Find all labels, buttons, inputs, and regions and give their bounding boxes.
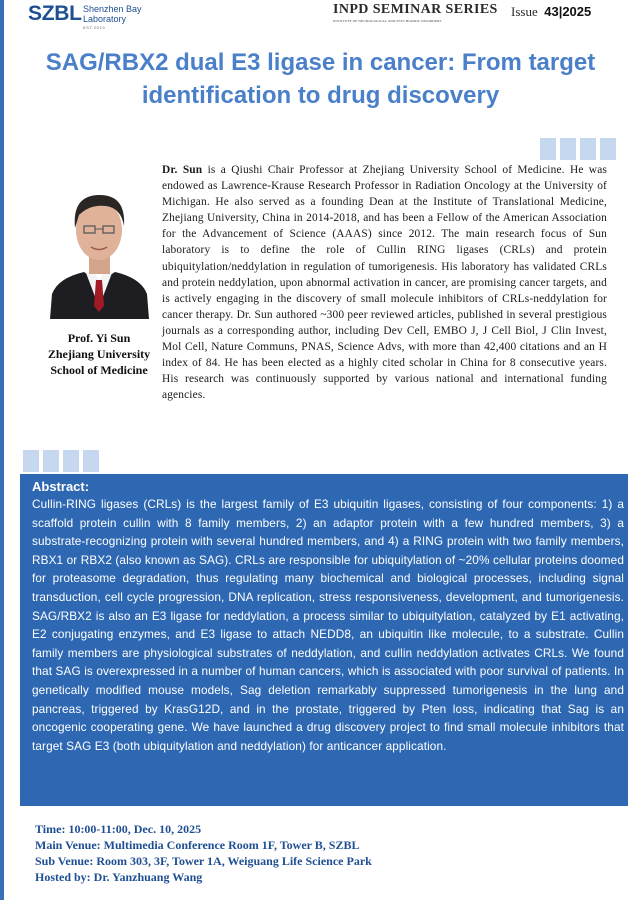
logo-subtitle xyxy=(83,4,142,24)
logo-line-2: Laboratory xyxy=(83,14,127,24)
speaker-name: Prof. Yi Sun xyxy=(67,331,131,345)
issue-label xyxy=(511,4,591,20)
decor-squares-top xyxy=(540,138,616,160)
event-main-venue: Main Venue: Multimedia Conference Room 1F, Tower B, SZBL xyxy=(35,838,360,852)
abstract-heading: Abstract: xyxy=(32,479,90,494)
abstract-panel xyxy=(20,474,628,806)
issue-number: 43 xyxy=(544,4,559,19)
event-time: Time: 10:00-11:00, Dec. 10, 2025 xyxy=(35,822,202,836)
series-subtitle: INSTITUTE OF NEUROLOGICAL AND PSYCHIATRIC DISORDERS xyxy=(333,19,442,23)
series-title: INPD SEMINAR SERIES xyxy=(333,2,498,17)
abstract-text: Cullin-RING ligases (CRLs) is the largest family of E3 ubiquitin ligases, consisting of four components: 1) a scaffold protein cullin with 8 family members, 2) an adaptor protein with a few hundred members, 3) a substrate-recognizing protein with several hundred members, and 4) a RING protein with two family members, RBX1 or RBX2 (also known as SAG). CRLs are responsible for ubiquitylation of ~20% cellular proteins doomed for proteasome degradation, thus regulating many biochemical and biological processes, including signal transduction, cell cycle progression, DNA replication, stress responsiveness, development, and tumorigenesis. SAG/RBX2 is also an E3 ligase for neddylation, a process similar to ubiquitylation, catalyzed by E1 activating, E2 conjugating enzymes, and E3 ligase to attach NEDD8, an ubiquitin like molecule, to a substrate. Cullin family members are physiological substrates of neddylation, and cullin neddylation activates CRLs. We found that SAG is overexpressed in a number of human cancers, which is associated with poor survival of patients. In genetically modified mouse models, Sag deletion remarkably suppressed tumorigenesis in the lung and pancreas, triggered by KrasG12D, and in the prostate, triggered by Pten loss, indicating that Sag is an oncogenic cooperating gene. We have launched a drug discovery project to find small molecule inhibitors that target SAG E3 (both ubiquitylation and neddylation) for anticancer application. xyxy=(32,497,624,753)
issue-year: 2025 xyxy=(562,4,592,19)
speaker-bio xyxy=(162,162,607,403)
event-host: Hosted by: Dr. Yanzhuang Wang xyxy=(35,870,203,884)
speaker-institution: Zhejiang University xyxy=(47,347,151,361)
bio-lead: Dr. Sun xyxy=(162,164,203,176)
logo-line-1: Shenzhen Bay xyxy=(83,4,142,14)
seminar-title xyxy=(10,46,631,112)
side-accent-bar xyxy=(0,0,4,900)
title-line-1: SAG/RBX2 dual E3 ligase in cancer: From target xyxy=(45,49,596,76)
title-line-2: identification to drug discovery xyxy=(141,82,500,109)
speaker-school: School of Medicine xyxy=(50,363,148,377)
issue-separator: | xyxy=(558,4,563,19)
event-sub-venue: Sub Venue: Room 303, 3F, Tower 1A, Weiguang Life Science Park xyxy=(35,854,372,868)
decor-squares-bottom xyxy=(23,450,99,472)
issue-word: Issue xyxy=(511,4,538,19)
logo-established: EST.2019 xyxy=(83,25,106,30)
speaker-photo xyxy=(48,182,151,319)
szbl-logo: SZBL xyxy=(28,2,82,25)
portrait-icon xyxy=(48,182,151,319)
bio-text: is a Qiushi Chair Professor at Zhejiang University School of Medicine. He was endowed as Lawrence-Krause Research Professor in Radiation Oncology at the University of Michigan. He also served as a founding Dean at the Institute of Translational Medicine, Zhejiang University, China in 2014-2018, and has been a Fellow of the American Association for the Advancement of Science (AAAS) since 2012. The main research focus of Sun laboratory is to define the role of Cullin RING ligases (CRLs) and protein ubiquitylation/neddylation in regulation of tumorigenesis. His laboratory has validated CRLs and protein neddylation, upon abnormal activation in cancer, are promising cancer targets, and is actively engaging in the discovery of small molecule inhibitors of CRLs-neddylation for cancer therapy. Dr. Sun authored ~300 peer reviewed articles, published in several prestigious journals as a corresponding author, including Dev Cell, EMBO J, J Cell Biol, J Clin Invest, Mol Cell, Nature Communs, PNAS, Science Advs, with more than 42,400 citations and an H index of 84. He has been elected as a highly cited scholar in China for 8 consecutive years. His research was continuously supported by various national and international funding agencies. xyxy=(162,164,607,402)
